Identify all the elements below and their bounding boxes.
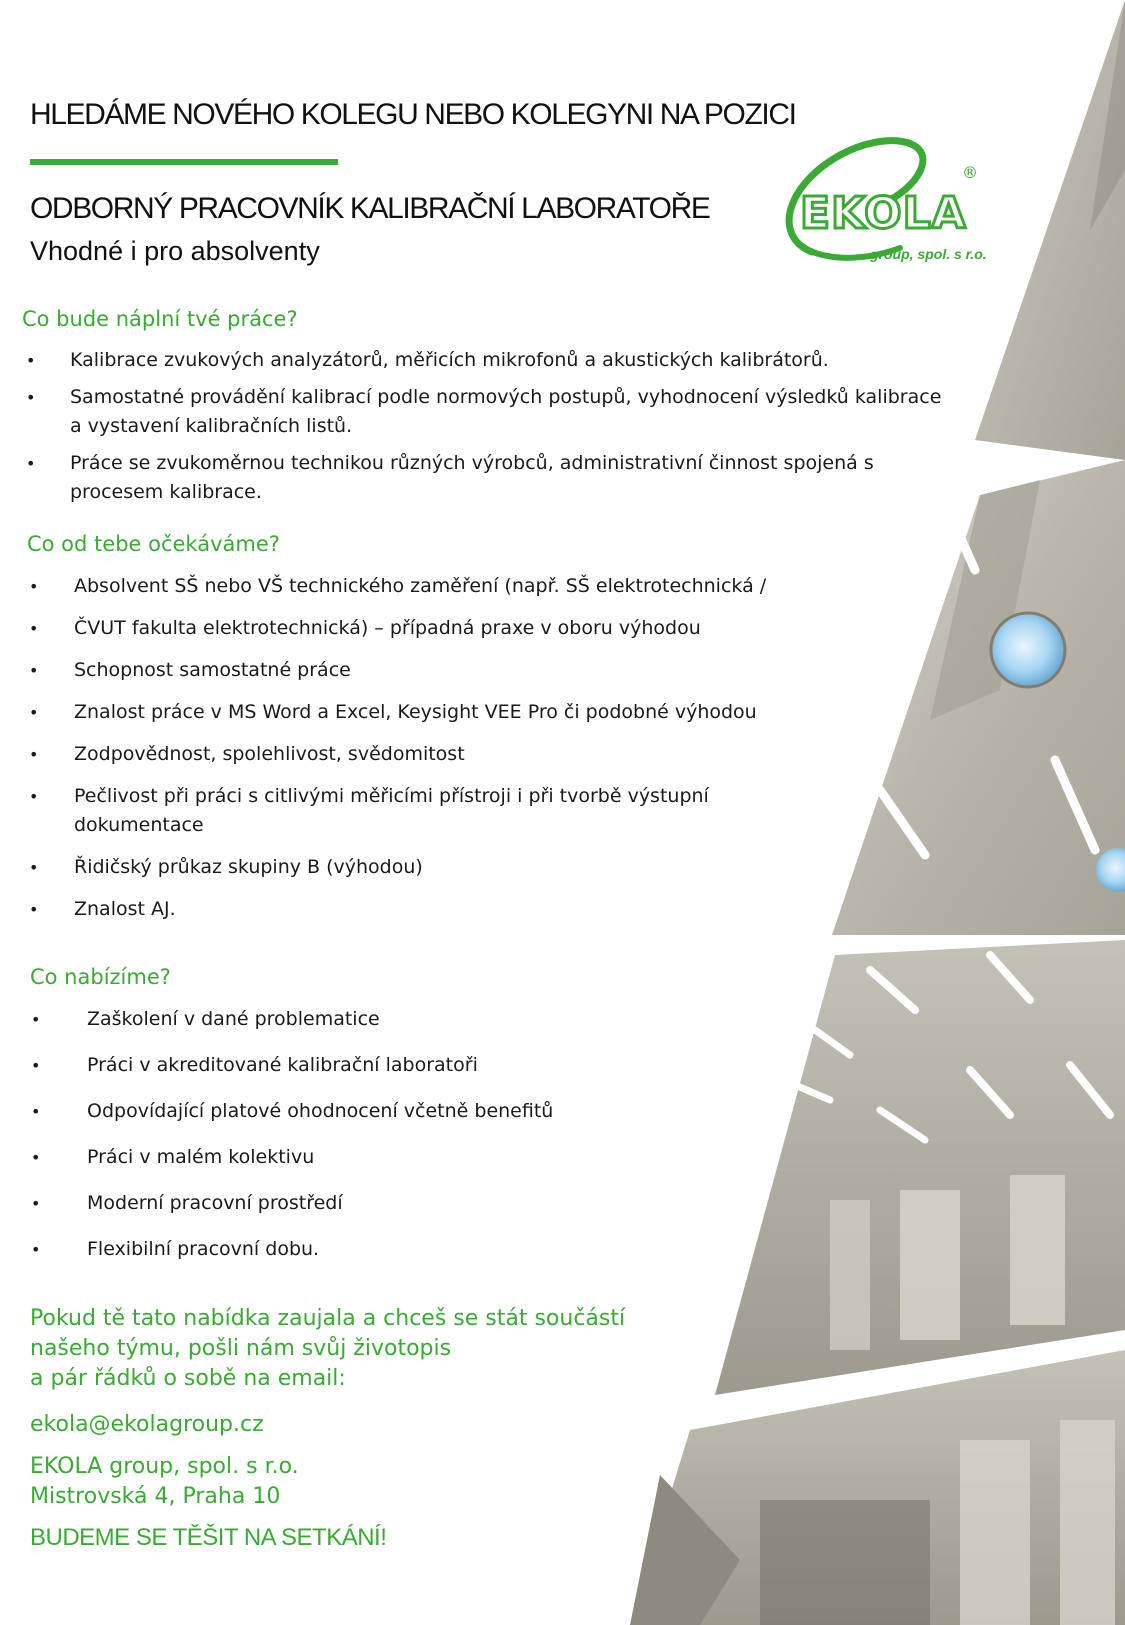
bullet-icon: •	[31, 1148, 41, 1167]
bullet-icon: •	[29, 619, 39, 638]
position-title: ODBORNÝ PRACOVNÍK KALIBRAČNÍ LABORATOŘE	[30, 192, 710, 225]
bullet-icon: •	[29, 858, 39, 877]
logo-registered: ®	[962, 163, 978, 182]
offer-list	[28, 1005, 728, 1281]
list-item: • Pečlivost při práci s citlivými měřicími přístroji i při tvorbě výstupní dokumentace	[26, 782, 856, 840]
contact-intro: Pokud tě tato nabídka zaujala a chceš se stát součástí našeho týmu, pošli nám svůj životopis a pár řádků o sobě na email:	[30, 1306, 626, 1391]
list-item: • Flexibilní pracovní dobu.	[28, 1235, 728, 1264]
list-item: • Odpovídající platové ohodnocení včetně benefitů	[28, 1097, 728, 1126]
section-title-offer: Co nabízíme?	[30, 965, 171, 989]
list-item: • ČVUT fakulta elektrotechnická) – případná praxe v oboru výhodou	[26, 614, 856, 643]
list-item: • Samostatné provádění kalibrací podle normových postupů, vyhodnocení výsledků kalibrace a vystavení kalibračních listů.	[22, 383, 952, 441]
bullet-icon: •	[29, 787, 39, 806]
bullet-icon: •	[31, 1240, 41, 1259]
bullet-icon: •	[26, 454, 36, 473]
bullet-icon: •	[29, 577, 39, 596]
bullet-icon: •	[29, 703, 39, 722]
list-item: • Absolvent SŠ nebo VŠ technického zaměření (např. SŠ elektrotechnická /	[26, 572, 856, 601]
list-item: • Práce se zvukoměrnou technikou různých výrobců, administrativní činnost spojená s procesem kalibrace.	[22, 449, 952, 507]
ekola-logo	[772, 134, 1004, 274]
address-line: Mistrovská 4, Praha 10	[30, 1484, 281, 1509]
bullet-icon: •	[29, 900, 39, 919]
list-item: • Schopnost samostatné práce	[26, 656, 856, 685]
list-item: • Znalost AJ.	[26, 895, 856, 924]
green-divider	[30, 159, 338, 165]
bullet-icon: •	[26, 388, 36, 407]
bullet-icon: •	[31, 1194, 41, 1213]
list-item: • Kalibrace zvukových analyzátorů, měřicích mikrofonů a akustických kalibrátorů.	[22, 346, 952, 375]
list-item: • Moderní pracovní prostředí	[28, 1189, 728, 1218]
list-item: • Zodpovědnost, spolehlivost, svědomitost	[26, 740, 856, 769]
company-name: EKOLA group, spol. s r.o.	[30, 1454, 299, 1479]
list-item: • Práci v akreditované kalibrační laboratoři	[28, 1051, 728, 1080]
subtitle: Vhodné i pro absolventy	[30, 236, 320, 266]
list-item: • Zaškolení v dané problematice	[28, 1005, 728, 1034]
bullet-icon: •	[29, 745, 39, 764]
requirements-list	[26, 572, 856, 937]
list-item: • Řidičský průkaz skupiny B (výhodou)	[26, 853, 856, 882]
list-item: • Práci v malém kolektivu	[28, 1143, 728, 1172]
bullet-icon: •	[31, 1010, 41, 1029]
list-item: • Znalost práce v MS Word a Excel, Keysight VEE Pro či podobné výhodou	[26, 698, 856, 727]
email-link[interactable]: ekola@ekolagroup.cz	[30, 1412, 264, 1437]
logo-wordmark: EKOLA	[800, 188, 967, 239]
section-title-duties: Co bude náplní tvé práce?	[22, 307, 298, 331]
contact-email-block	[30, 1410, 264, 1440]
duties-list	[22, 346, 952, 515]
section-title-requirements: Co od tebe očekáváme?	[27, 532, 280, 556]
company-address	[30, 1452, 299, 1512]
bullet-icon: •	[26, 351, 36, 370]
bullet-icon: •	[29, 661, 39, 680]
bullet-icon: •	[31, 1056, 41, 1075]
farewell-line: BUDEME SE TĚŠIT NA SETKÁNÍ!	[30, 1524, 387, 1551]
logo-tagline: group, spol. s r.o.	[870, 246, 987, 262]
bullet-icon: •	[31, 1102, 41, 1121]
headline: HLEDÁME NOVÉHO KOLEGU NEBO KOLEGYNI NA POZICI	[30, 98, 796, 131]
